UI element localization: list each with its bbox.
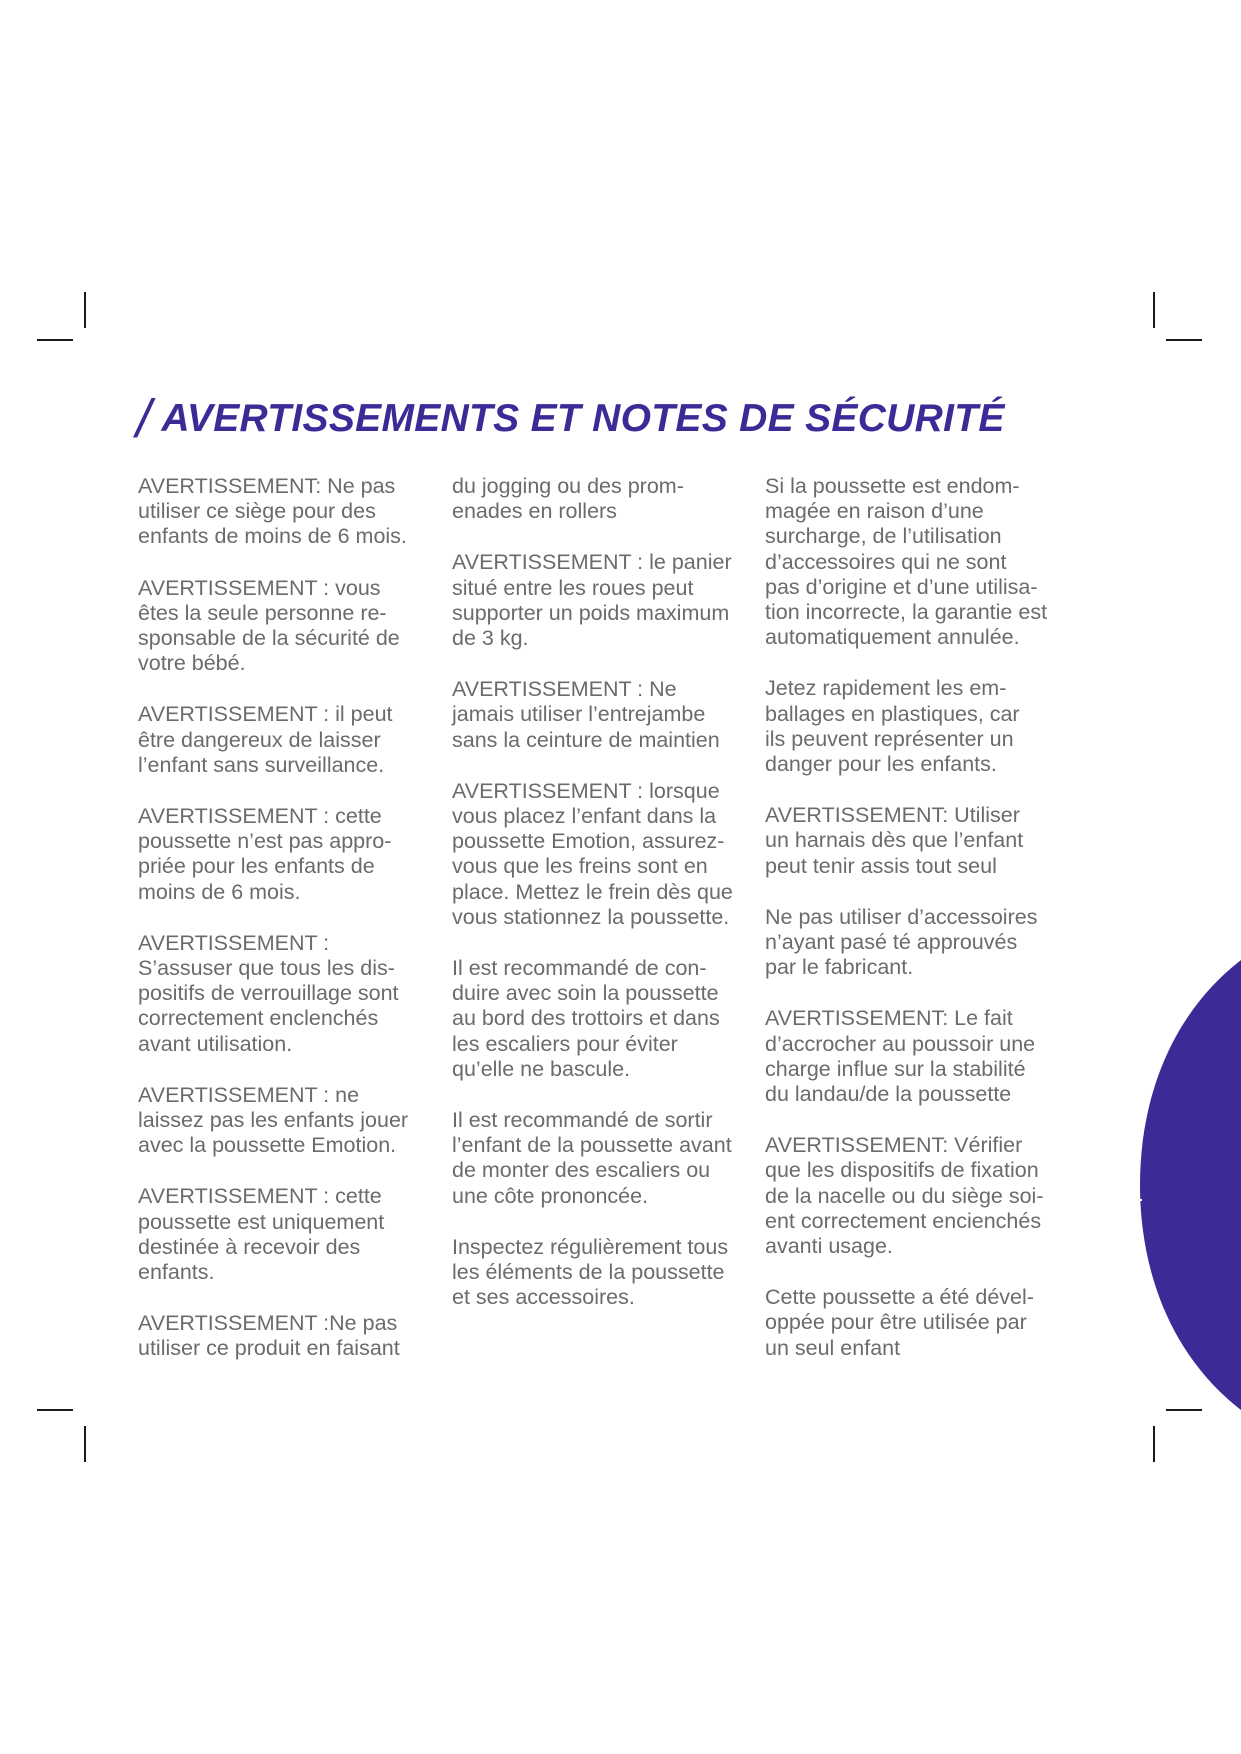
paragraph: AVERTISSEMENT : cette poussette n’est pas appro- priée pour les enfants de moins de 6 mois. (138, 804, 392, 904)
paragraph: Inspectez régulièrement tous les éléments de la poussette et ses accessoires. (452, 1234, 729, 1310)
paragraph: AVERTISSEMENT : Ne jamais utiliser l’entrejambe sans la ceinture de maintien (452, 677, 720, 752)
paragraph: Jetez rapidement les em- ballages en plastiques, car ils peuvent représenter un danger pour les enfants. (765, 676, 1020, 777)
paragraph: AVERTISSEMENT : il peut être dangereux de laisser l’enfant sans surveillance. (138, 702, 393, 777)
paragraph: AVERTISSEMENT: Vérifier que les dispositifs de fixation de la nacelle ou du siège soi- ent correctement encienchés avanti usage. (765, 1133, 1044, 1259)
crop-mark-top-left-horizontal (37, 339, 73, 341)
crop-mark-bottom-left-vertical (84, 1426, 86, 1462)
paragraph: AVERTISSEMENT : le panier situé entre les roues peut supporter un poids maximum de 3 kg. (452, 550, 732, 651)
paragraph: Il est recommandé de con- duire avec soin la poussette au bord des trottoirs et dans les escaliers pour éviter qu’elle ne bascule. (452, 956, 720, 1081)
paragraph: AVERTISSEMENT : vous êtes la seule personne re- sponsable de la sécurité de votre bébé. (138, 575, 400, 676)
crop-mark-top-right-vertical (1153, 292, 1155, 328)
text-column-3 (765, 474, 1055, 1387)
paragraph: AVERTISSEMENT: Ne pas utiliser ce siège pour des enfants de moins de 6 mois. (138, 474, 407, 549)
paragraph: AVERTISSEMENT : cette poussette est uniquement destinée à recevoir des enfants. (138, 1184, 385, 1285)
paragraph: du jogging ou des prom- enades en rollers (452, 474, 684, 524)
paragraph: AVERTISSEMENT :Ne pas utiliser ce produit en faisant (138, 1311, 400, 1361)
title-slash: / (136, 389, 152, 449)
paragraph: AVERTISSEMENT : lorsque vous placez l’enfant dans la poussette Emotion, assurez- vous que les freins sont en place. Mettez le frein dès que vous stationnez la poussette. (452, 778, 733, 929)
crop-mark-bottom-left-horizontal (37, 1409, 73, 1411)
paragraph: Il est recommandé de sortir l’enfant de la poussette avant de monter des escaliers ou une côte prononcée. (452, 1108, 732, 1208)
paragraph: AVERTISSEMENT : S’assuser que tous les dis- positifs de verrouillage sont correctement enclenchés avant utilisation. (138, 930, 399, 1056)
crop-mark-top-right-horizontal (1166, 339, 1202, 341)
paragraph: Cette poussette a été dével- oppée pour être utilisée par un seul enfant (765, 1285, 1034, 1360)
language-code: FR (1111, 1162, 1141, 1187)
text-column-2 (452, 474, 742, 1336)
paragraph: Ne pas utiliser d’accessoires n’ayant pasé té approuvés par le fabricant. (765, 904, 1038, 980)
paragraph: AVERTISSEMENT : ne laissez pas les enfants jouer avec la poussette Emotion. (138, 1082, 409, 1158)
paragraph: AVERTISSEMENT: Utiliser un harnais dès que l’enfant peut tenir assis tout seul (765, 803, 1024, 878)
crop-mark-bottom-right-vertical (1153, 1426, 1155, 1462)
page-title (136, 382, 1005, 449)
paragraph: Si la poussette est endom- magée en raison d’une surcharge, de l’utilisation d’accessoires qui ne sont pas d’origine et d’une utilisa- tion incorrecte, la garantie est automatiquement annulée. (765, 474, 1048, 650)
page-title-text: AVERTISSEMENTS ET NOTES DE SÉCURITÉ (161, 397, 1005, 440)
text-column-1 (138, 474, 428, 1388)
page-number: 21 (1103, 1208, 1129, 1233)
crop-mark-top-left-vertical (84, 292, 86, 328)
paragraph: AVERTISSEMENT: Le fait d’accrocher au poussoir une charge influe sur la stabilité du landau/de la poussette (765, 1006, 1036, 1107)
tab-divider (1096, 1199, 1142, 1201)
